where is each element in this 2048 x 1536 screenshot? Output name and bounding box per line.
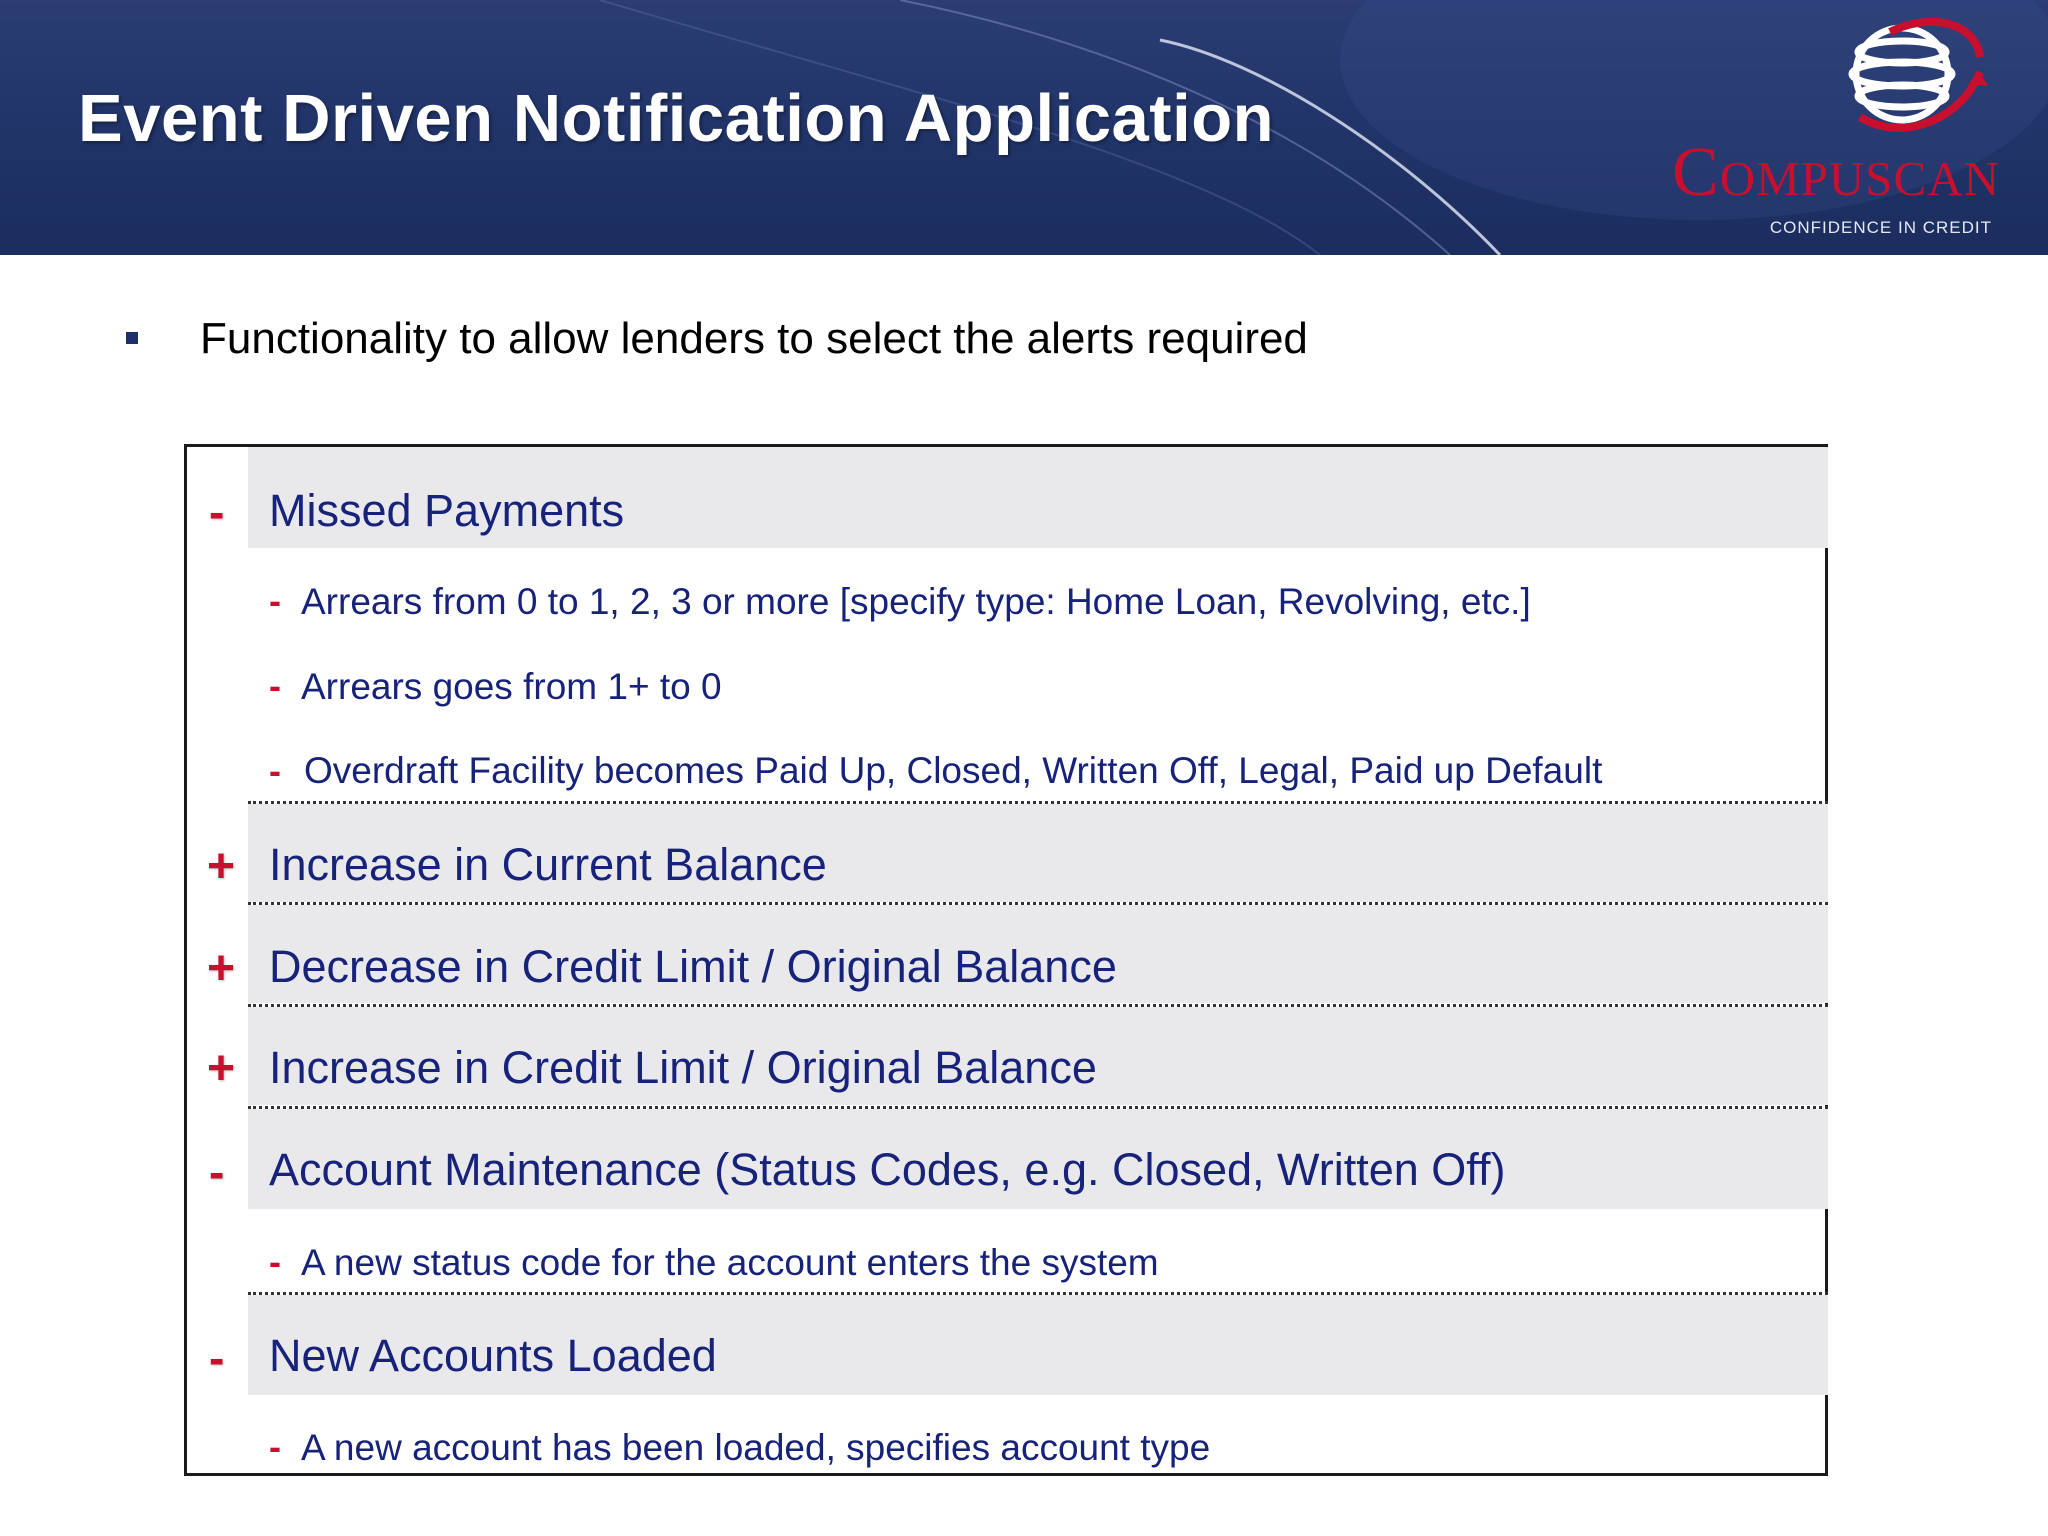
slide-title: Event Driven Notification Application — [78, 81, 1275, 156]
collapse-account-maintenance-icon[interactable]: - — [209, 1146, 225, 1198]
account-maintenance-heading[interactable]: Account Maintenance (Status Codes, e.g. Closed, Written Off) — [269, 1144, 1506, 1195]
decrease-credit-limit-heading[interactable]: Decrease in Credit Limit / Original Balance — [269, 941, 1117, 992]
increase-current-balance-heading[interactable]: Increase in Current Balance — [269, 839, 827, 890]
new-accounts-heading[interactable]: New Accounts Loaded — [269, 1330, 717, 1381]
increase-credit-limit-heading[interactable]: Increase in Credit Limit / Original Balance — [269, 1042, 1097, 1093]
slide-header — [0, 0, 2048, 255]
sub-item-dash-icon: - — [269, 750, 281, 791]
missed-payments-heading[interactable]: Missed Payments — [269, 485, 625, 536]
alerts-selection-box — [184, 444, 1828, 1476]
globe-icon — [1830, 12, 1990, 142]
missed-payments-item: Arrears goes from 1+ to 0 — [301, 666, 722, 707]
expand-increase-credit-limit-icon[interactable]: + — [207, 1042, 236, 1095]
sub-item-dash-icon: - — [269, 665, 281, 706]
new-accounts-item: A new account has been loaded, specifies account type — [301, 1427, 1211, 1468]
sub-item-dash-icon: - — [269, 1426, 281, 1467]
expand-decrease-credit-limit-icon[interactable]: + — [207, 942, 236, 995]
missed-payments-item: Arrears from 0 to 1, 2, 3 or more [specify type: Home Loan, Revolving, etc.] — [301, 581, 1531, 622]
account-maintenance-item: A new status code for the account enters the system — [301, 1242, 1159, 1283]
bullet-square-icon — [126, 332, 138, 344]
logo-tagline: CONFIDENCE IN CREDIT — [1769, 218, 1992, 237]
expand-increase-current-balance-icon[interactable]: + — [207, 840, 236, 893]
sub-item-dash-icon: - — [269, 580, 281, 621]
collapse-missed-payments-icon[interactable]: - — [209, 486, 225, 538]
logo-brand-name: Compuscan — [1672, 134, 2000, 211]
sub-item-dash-icon: - — [269, 1241, 281, 1282]
missed-payments-item: Overdraft Facility becomes Paid Up, Closed, Written Off, Legal, Paid up Default — [304, 750, 1603, 791]
collapse-new-accounts-icon[interactable]: - — [209, 1332, 225, 1384]
intro-bullet-text: Functionality to allow lenders to select the alerts required — [200, 314, 1308, 363]
